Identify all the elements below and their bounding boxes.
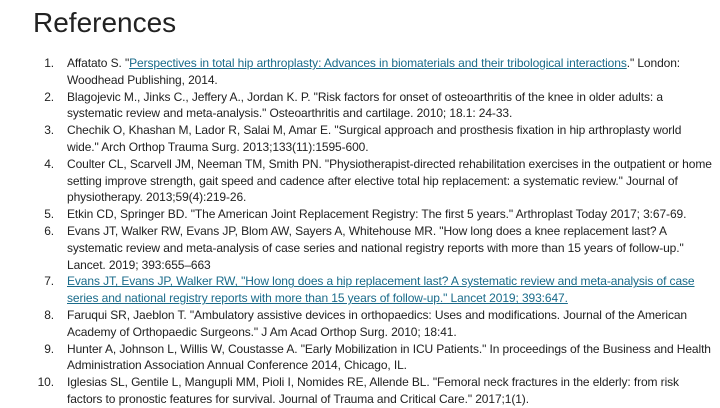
reference-text: Coulter CL, Scarvell JM, Neeman TM, Smith PN. "Physiotherapist-directed rehabilitation exercises in the outpatient or home setting improve strength, gait speed and cadence after elective total hip replacement: a systematic review." Journal of physiotherapy. 2013;59(4):219-26. [67,156,712,205]
reference-item [0,273,720,307]
reference-number: 8. [44,307,54,322]
reference-item [0,156,720,206]
reference-number: 9. [44,341,54,356]
reference-text: Etkin CD, Springer BD. "The American Joint Replacement Registry: The first 5 years." Arthroplast Today 2017; 3:67-69. [67,207,687,222]
reference-item [0,122,720,156]
reference-number: 10. [37,375,54,390]
reference-number: 1. [44,56,54,70]
reference-item [0,223,720,273]
reference-item [0,307,720,341]
reference-item [0,55,720,89]
reference-number: 2. [44,89,54,104]
reference-link[interactable]: Evans JT, Evans JP, Walker RW, "How long does a hip replacement last? A systematic review and meta-analysis of case series and national registry reports with more than 15 years of follow-up." Lancet 2019; 393:647. [67,274,695,306]
reference-text: Affatato S. " [67,56,130,70]
slide-title: References [33,7,177,38]
reference-item [0,89,720,123]
reference-text: ." London: Woodhead Publishing, 2014. [67,56,681,87]
reference-text: Iglesias SL, Gentile L, Mangupli MM, Pioli I, Nomides RE, Allende BL. "Femoral neck fractures in the elderly: from risk factors to pronostic features for survival. Journal of Trauma and Critical Care." 2017;1(1). [67,375,679,406]
reference-text: Evans JT, Walker RW, Evans JP, Blom AW, Sayers A, Whitehouse MR. "How long does a knee replacement last? A systematic review and meta-analysis of case series and national registry reports with more than 15 years of follow-up." Lancet. 2019; 393:655–663 [67,223,684,272]
reference-item [0,374,720,408]
reference-text: Blagojevic M., Jinks C., Jeffery A., Jordan K. P. "Risk factors for onset of osteoarthritis of the knee in older adults: a systematic review and meta-analysis." Osteoarthritis and cartilage. 2010; 18.1: 24-33. [67,89,663,121]
reference-text: Faruqui SR, Jaeblon T. "Ambulatory assistive devices in orthopaedics: Uses and modifications. Journal of the American Academy of Orthopaedic Surgeons." J Am Acad Orthop Surg. 2010; 18:41. [67,307,687,339]
reference-list [0,55,720,408]
reference-number: 4. [44,156,54,171]
reference-item [0,206,720,223]
reference-number: 6. [44,223,54,238]
reference-text: Hunter A, Johnson L, Willis W, Coustasse A. "Early Mobilization in ICU Patients." In proceedings of the Business and Health Administration Association Annual Conference 2014, Chicago, IL. [67,341,711,373]
reference-number: 5. [44,207,54,222]
reference-item [0,341,720,375]
reference-number: 7. [44,274,54,289]
reference-text: Chechik O, Khashan M, Lador R, Salai M, Amar E. "Surgical approach and prosthesis fixation in hip arthroplasty world wide." Arch Orthop Trauma Surg. 2013;133(11):1595-600. [67,123,682,154]
reference-link[interactable]: Perspectives in total hip arthroplasty: Advances in biomaterials and their tribological interactions [129,56,627,70]
reference-number: 3. [44,123,54,138]
